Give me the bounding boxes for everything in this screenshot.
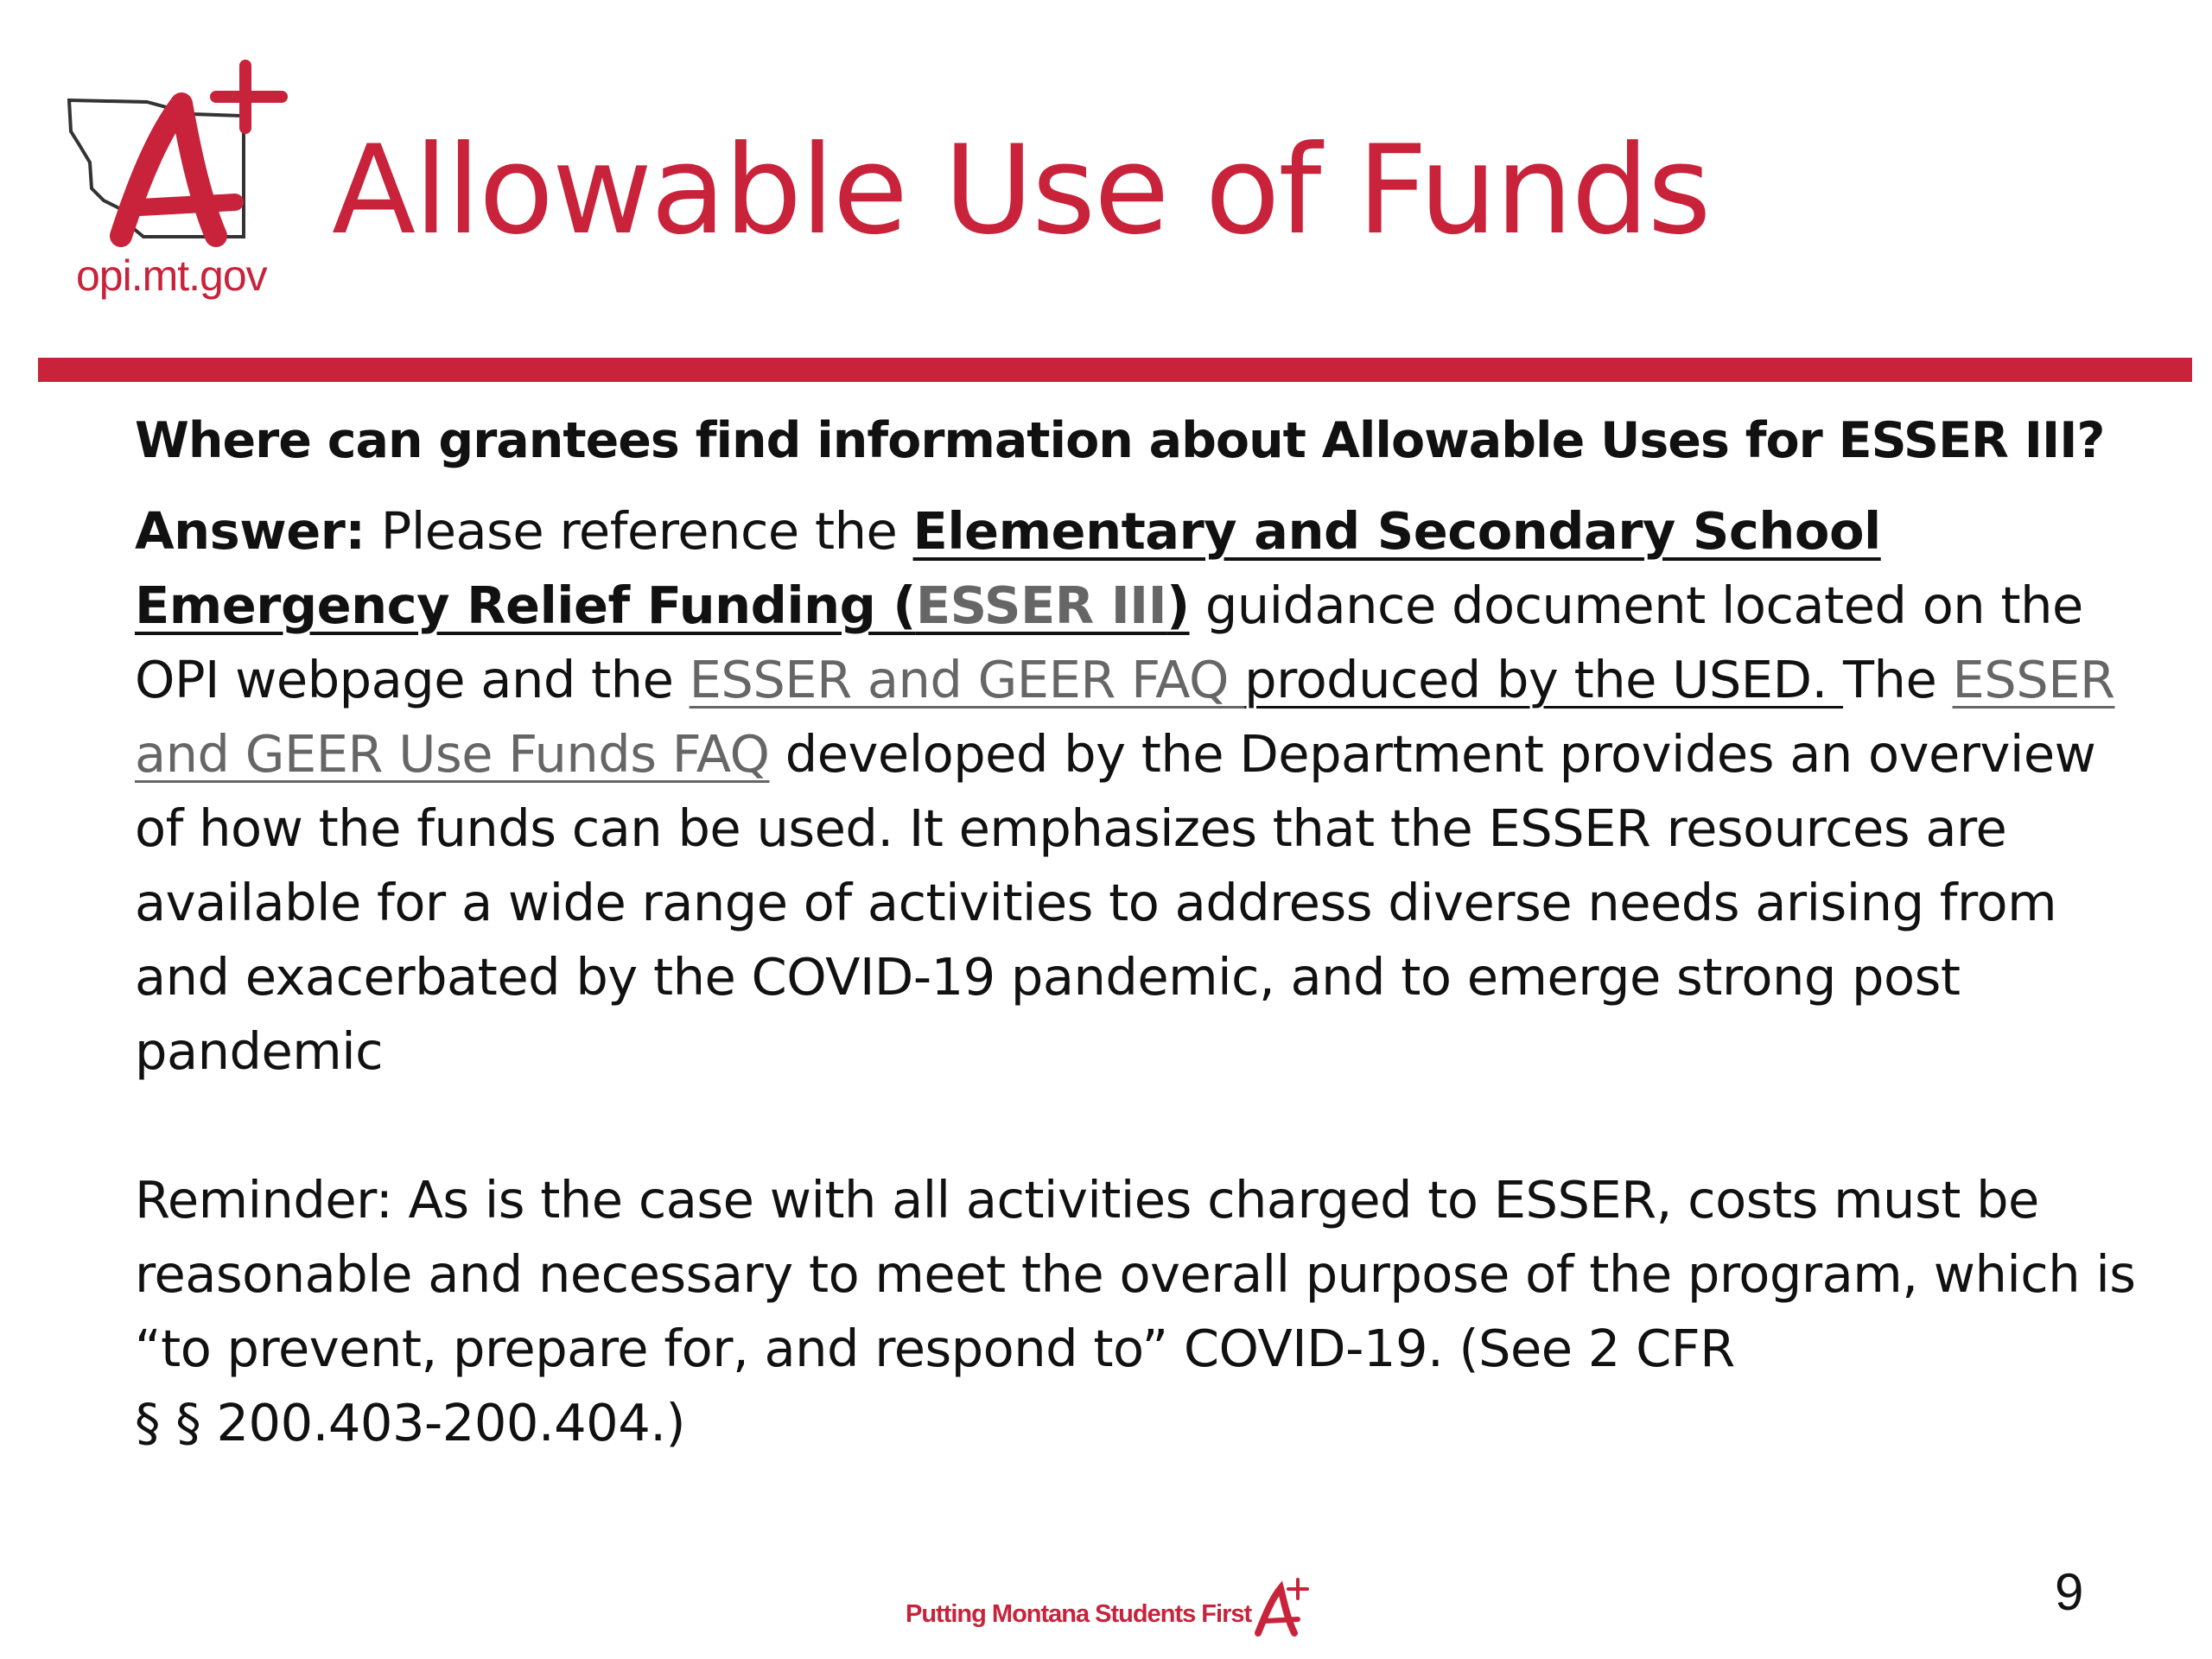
esser-guidance-link-text: Elementary and Secondary School Emergency Relief Funding ( bbox=[135, 501, 1881, 635]
answer-paragraph bbox=[135, 494, 2139, 1089]
answer-text-intro: Please reference the bbox=[365, 501, 913, 561]
page-title: Allowable Use of Funds bbox=[332, 119, 1710, 262]
footer-tagline: Putting Montana Students First bbox=[906, 1600, 1252, 1628]
used-link-text[interactable]: produced by the USED. bbox=[1244, 650, 1844, 709]
page-number: 9 bbox=[2055, 1563, 2084, 1621]
plus-icon bbox=[216, 66, 282, 128]
reminder-text: Reminder: As is the case with all activities charged to ESSER, costs must be reasonable and necessary to meet the overall purpose of the program, which is “to prevent, prepare for, and respond to” COVID-19. (See 2 CFR bbox=[135, 1170, 2136, 1378]
reminder-citation: § § 200.403-200.404.) bbox=[135, 1393, 686, 1452]
question-heading: Where can grantees find information about Allowable Uses for ESSER III? bbox=[135, 412, 2105, 469]
answer-text-middle: guidance document located on the OPI webpage and the bbox=[135, 575, 2083, 709]
letter-a-icon bbox=[121, 104, 216, 236]
answer-label: Answer: bbox=[135, 501, 365, 561]
letter-a-crossbar-icon bbox=[140, 202, 235, 207]
esser-geer-faq-link[interactable]: ESSER and GEER FAQ bbox=[689, 650, 1245, 709]
logo-url: opi.mt.gov bbox=[76, 251, 267, 300]
answer-text-the: The bbox=[1843, 650, 1953, 709]
slide-body bbox=[135, 408, 2139, 1460]
reminder-paragraph bbox=[135, 1163, 2139, 1460]
footer-a-plus-icon bbox=[1251, 1578, 1310, 1638]
use-funds-faq-link[interactable]: ESSER and GEER Use Funds FAQ bbox=[135, 650, 2115, 784]
header-divider bbox=[38, 358, 2192, 382]
esser-guidance-link-close: ) bbox=[1166, 575, 1190, 635]
answer-text-body: developed by the Department provides an overview of how the funds can be used. It emphasizes that the ESSER resources are available for a wide range of activities to address diverse needs arising from and exacerbated by the COVID-19 pandemic, and to emerge strong post pandemic bbox=[135, 724, 2096, 1081]
esser-iii-link-text: ESSER III bbox=[915, 575, 1167, 635]
